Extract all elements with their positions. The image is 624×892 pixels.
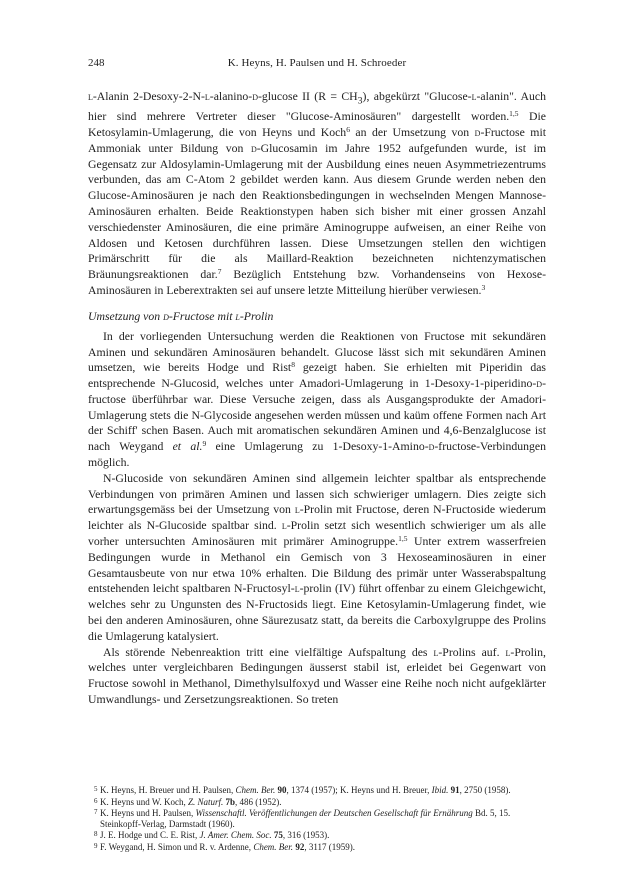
paragraph: In der vorliegenden Untersuchung werden die Reaktionen von Fructose mit sekundären Aminen und sekundären Aminosäuren behandelt. Glucose lässt sich mit sekundären Aminen umsetzen, wie bereits Hodge und Rist$^8$ gezeigt haben. Sie erhielten mit Piperidin das entsprechende N-Glucosid, welches unter Amadori-Umlagerung in 1-Desoxy-1-piperidino-d-fructose überführbar war. Diese Versuche zeigen, dass als Ausgangsprodukte der Amadori-Umlagerung stets die N-Glycoside angesehen werden müssen und kaüm offene Formen nach Art der Schiff' schen Basen. Auch mit aromatischen sekundären Aminen und 4,6-Benzalglucose ist nach Weygand et al.$^9$ eine Umlagerung zu 1-Desoxy-1-Amino-d-fructose-Verbindungen möglich.	[88, 329, 546, 470]
footnote-text: K. Heyns und H. Paulsen, Wissenschaftl. Veröffentlichungen der Deutschen Gesellschaft für Ernährung Bd. 5, 15. Steinkopff-Verlag, Darmstadt (1960).	[100, 808, 511, 829]
footnote-mark: 9	[94, 841, 98, 850]
section-spacer	[88, 299, 546, 309]
paragraph-continued: l-Alanin 2-Desoxy-2-N-l-alanino-d-glucose II $(R = CH_3)$, abgekürzt "Glucose-l-alanin". Auch hier sind mehrere Vertreter dieser "Glucose-Aminosäuren" dargestellt worden.$^{1,5}$ Die Ketosylamin-Umlagerung, die von Heyns und Koch$^6$ an der Umsetzung von d-Fructose mit Ammoniak unter Bildung von d-Glucosamin im Jahre 1952 aufgefunden wurde, ist im Gegensatz zur Aldosylamin-Umlagerung mit der Ausbildung eines neuen Asymmetriezentrums verbunden, das am C-Atom 2 gebildet werden kann. Aus diesem Grunde werden neben den Glucose-Aminosäuren je nach den Reaktionsbedingungen in wechselnden Mengen Mannose-Aminosäuren erhalten. Beide Reaktionstypen haben sich bisher mit einer grossen Anzahl verschiedenster Aminosäuren, die eine primäre Aminogruppe aufweisen, an einer Reihe von Aldosen und Ketosen durchführen lassen. Diese Umsetzungen stellen den wichtigen Primärschritt für die als Maillard-Reaktion bezeichneten nichtenzymatischen Bräunungsreaktionen dar.$^7$ Bezüglich Entstehung bzw. Vorhandenseins von Hexose-Aminosäuren in Leberextrakten sei auf unsere letzte Mitteilung hierüber verwiesen.$^3$	[88, 90, 547, 297]
footnotes	[88, 784, 548, 852]
footnote-mark: 7	[94, 808, 98, 816]
running-head	[88, 56, 546, 70]
footnote-mark: 5	[94, 785, 98, 793]
footnote-text: K. Heyns und W. Koch, Z. Naturf. 7b, 486 (1952).	[100, 796, 282, 807]
body-text	[88, 89, 546, 708]
footnote	[88, 784, 548, 796]
footnote	[88, 829, 548, 841]
running-head-authors: K. Heyns, H. Paulsen und H. Schroeder	[227, 57, 407, 69]
footnote-text: K. Heyns, H. Breuer und H. Paulsen, Chem. Ber. 90, 1374 (1957); K. Heyns und H. Breuer, Ibid. 91, 2750 (1958).	[100, 785, 511, 795]
footnote-text: F. Weygand, H. Simon und R. v. Ardenne, Chem. Ber. 92, 3117 (1959).	[100, 841, 355, 852]
footnote	[88, 841, 548, 853]
page-number: 248	[88, 57, 105, 69]
footnote-mark: 6	[94, 796, 98, 805]
paragraph: N-Glucoside von sekundären Aminen sind allgemein leichter spaltbar als entsprechende Verbindungen von primären Aminen und lassen sich schwieriger umlagern. Dies zeigte sich erwartungsgemäss bei der Umsetzung von l-Prolin mit Fructose, deren N-Fructoside wiederum leichter als N-Glucoside spaltbar sind. l-Prolin setzt sich wesentlich schwieriger um als alle vorher untersuchten Aminosäuren mit primärer Aminogruppe.$^{1,5}$ Unter extrem wasserfreien Bedingungen wurde in Methanol ein Gemisch von 3 Hexoseaminosäuren in einer Gesamtausbeute von nur etwa 10% erhalten. Die Bildung des primär unter Wasserabspaltung entstehenden leicht spaltbaren N-Fructosyl-l-prolin (IV) führt offenbar zu einem Gleichgewicht, welches sehr zu Ungunsten des N-Fructosids liegt. Eine Ketosylamin-Umlagerung findet, wie bei den anderen Aminosäuren, ohne Säurezusatz statt, da bereits die Carboxylgruppe des Prolins die Umlagerung katalysiert.	[88, 471, 547, 643]
section-heading: Umsetzung von d-Fructose mit l-Prolin	[88, 309, 274, 323]
footnote	[88, 796, 548, 808]
footnote-text: J. E. Hodge und C. E. Rist, J. Amer. Chem. Soc. 75, 316 (1953).	[100, 830, 330, 840]
paragraph: Als störende Nebenreaktion tritt eine vielfältige Aufspaltung des l-Prolins auf. l-Prolin, welches unter vergleichbaren Bedingungen äusserst stabil ist, erleidet bei Gegenwart von Fructose sowohl in Methanol, Dimethylsulfoxyd und Wasser eine Reihe noch nicht aufgeklärter Umwandlungs- und Zersetzungsreaktionen. So treten	[88, 645, 546, 707]
footnote	[88, 807, 548, 829]
footnote-mark: 8	[94, 830, 98, 838]
